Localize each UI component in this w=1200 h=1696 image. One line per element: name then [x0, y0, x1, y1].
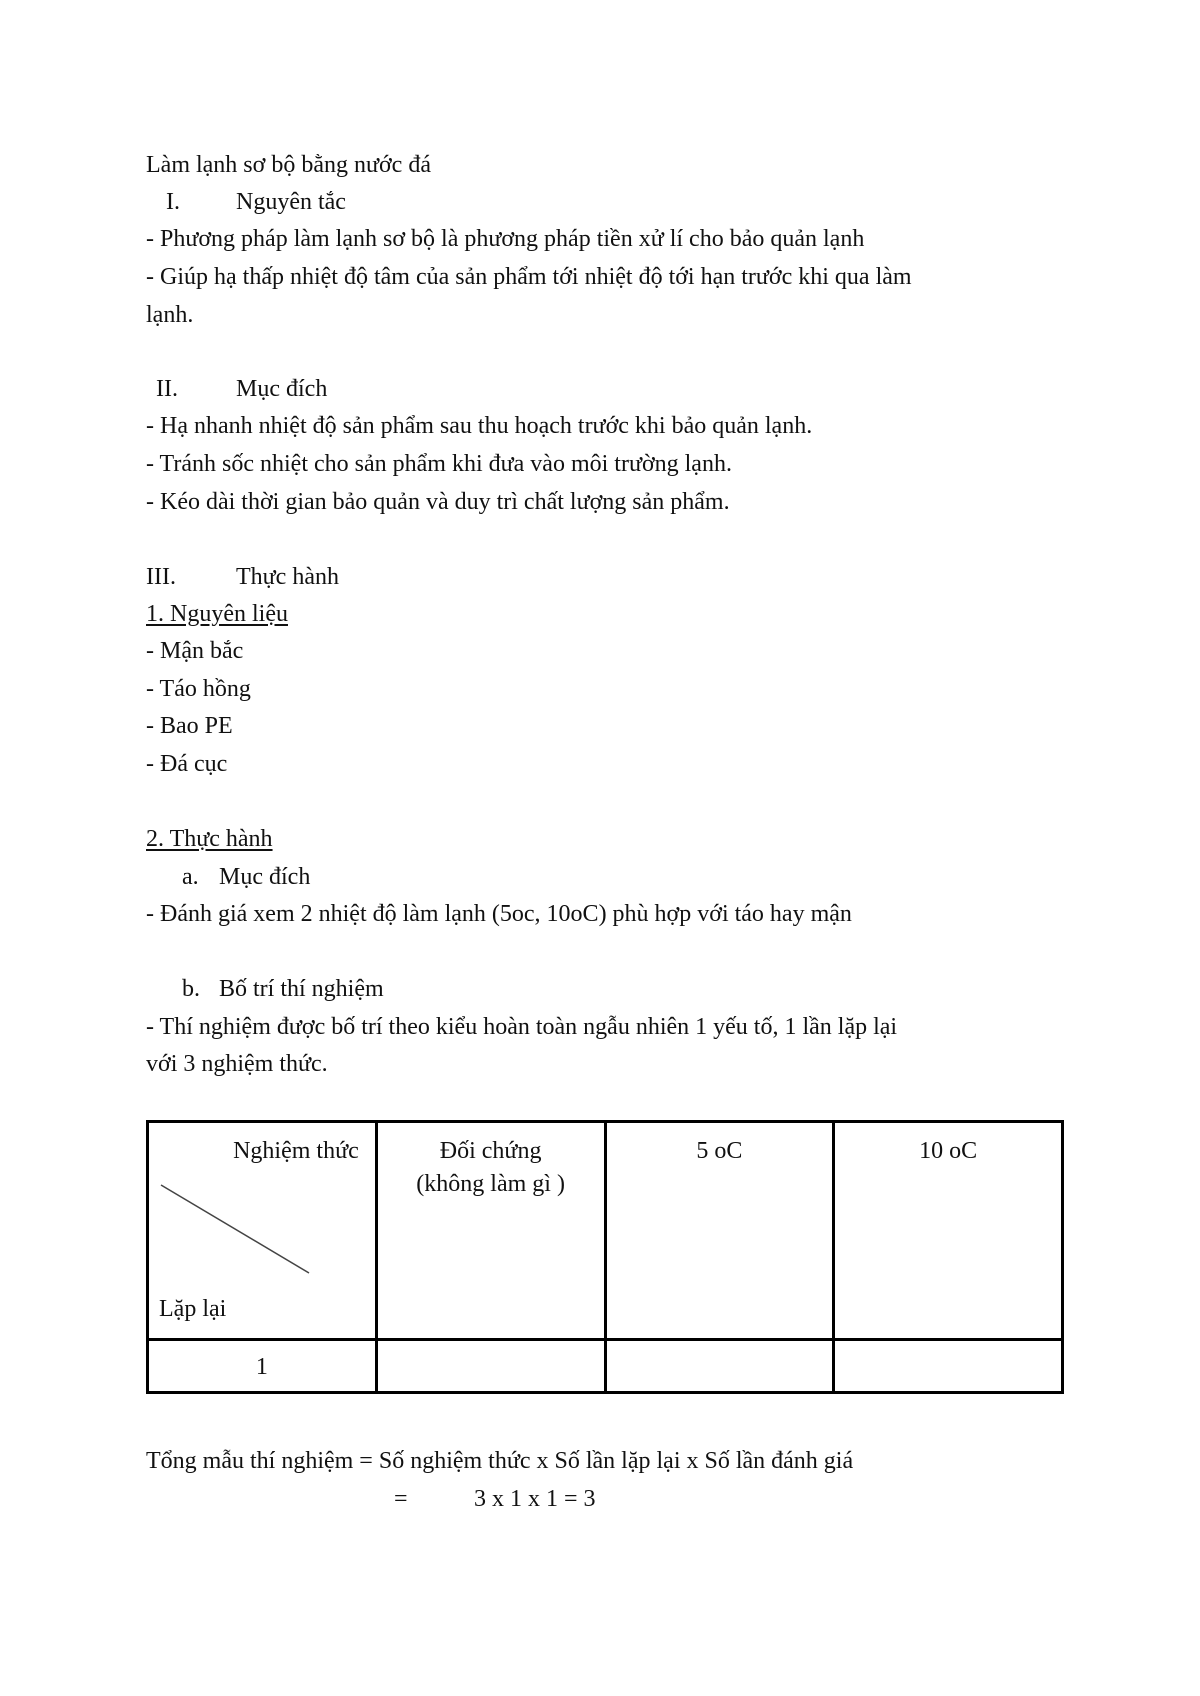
paragraph-line: - Tránh sốc nhiệt cho sản phẩm khi đưa vào môi trường lạnh.	[146, 451, 732, 477]
header-control-line1: Đối chứng	[439, 1138, 542, 1164]
corner-label-treatment: Nghiệm thức	[233, 1138, 359, 1164]
section-heading-1	[166, 187, 346, 217]
section-heading-2	[156, 374, 327, 404]
corner-cell	[148, 1122, 377, 1340]
replicate-cell: 1	[148, 1340, 377, 1393]
header-cell-control	[376, 1122, 605, 1340]
document-title: Làm lạnh sơ bộ bằng nước đá	[146, 152, 431, 178]
paragraph-line: - Đánh giá xem 2 nhiệt độ làm lạnh (5oc, 10oC) phù hợp với táo hay mận	[146, 901, 852, 927]
formula-line: Tổng mẫu thí nghiệm = Số nghiệm thức x Số lần lặp lại x Số lần đánh giá	[146, 1448, 854, 1474]
header-control-line2: (không làm gì )	[416, 1171, 565, 1197]
paragraph-line: - Phương pháp làm lạnh sơ bộ là phương pháp tiền xử lí cho bảo quản lạnh	[146, 226, 865, 252]
section-number: II.	[156, 376, 178, 402]
paragraph-line: - Kéo dài thời gian bảo quản và duy trì chất lượng sản phẩm.	[146, 489, 730, 515]
header-cell-10c: 10 oC	[834, 1122, 1063, 1340]
subsection-heading: 1. Nguyên liệu	[146, 601, 288, 627]
section-title: Nguyên tắc	[236, 189, 346, 215]
item-heading-a	[182, 862, 310, 892]
list-item: - Đá cục	[146, 751, 228, 777]
section-heading-3	[146, 562, 339, 592]
header-cell-5c: 5 oC	[605, 1122, 834, 1340]
corner-label-replicate: Lặp lại	[159, 1296, 227, 1322]
diagonal-divider	[159, 1183, 319, 1283]
paragraph-line: - Thí nghiệm được bố trí theo kiểu hoàn toàn ngẫu nhiên 1 yếu tố, 1 lần lặp lại	[146, 1014, 898, 1040]
paragraph-line: - Giúp hạ thấp nhiệt độ tâm của sản phẩm tới nhiệt độ tới hạn trước khi qua làm	[146, 264, 912, 290]
table-header-row	[148, 1122, 1063, 1340]
section-number: III.	[146, 564, 176, 590]
section-number: I.	[166, 189, 180, 215]
formula-result: 3 x 1 x 1 = 3	[474, 1486, 596, 1512]
table-cell	[376, 1340, 605, 1393]
paragraph-line: lạnh.	[146, 302, 194, 328]
experiment-layout-table	[146, 1120, 1064, 1394]
item-heading-b	[182, 974, 384, 1004]
table-cell	[834, 1340, 1063, 1393]
paragraph-line: - Hạ nhanh nhiệt độ sản phẩm sau thu hoạch trước khi bảo quản lạnh.	[146, 413, 813, 439]
formula-equals: =	[394, 1486, 408, 1512]
table-cell	[605, 1340, 834, 1393]
paragraph-line: với 3 nghiệm thức.	[146, 1051, 328, 1077]
item-letter: b.	[182, 976, 200, 1002]
list-item: - Bao PE	[146, 713, 233, 739]
section-title: Thực hành	[236, 564, 339, 590]
section-title: Mục đích	[236, 376, 328, 402]
list-item: - Mận bắc	[146, 638, 244, 664]
item-title: Mục đích	[219, 864, 311, 890]
item-letter: a.	[182, 864, 199, 890]
table-row	[148, 1340, 1063, 1393]
subsection-heading: 2. Thực hành	[146, 826, 273, 852]
list-item: - Táo hồng	[146, 676, 251, 702]
item-title: Bố trí thí nghiệm	[219, 976, 384, 1002]
